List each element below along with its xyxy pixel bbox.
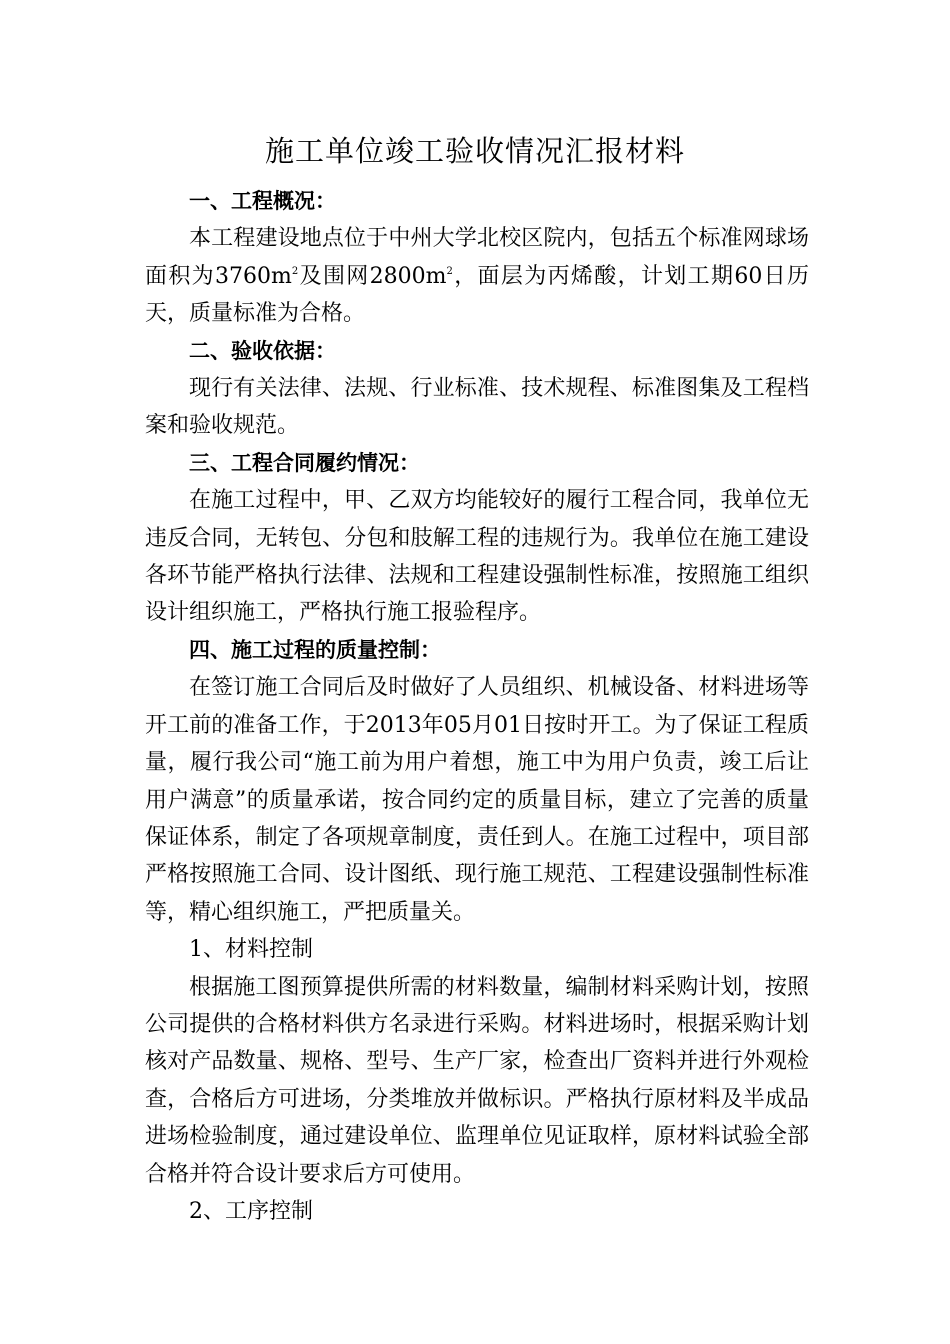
document-body (145, 183, 809, 1230)
superscript-2-a: 2 (291, 265, 299, 277)
subsection-2-heading: 2、工序控制 (189, 1198, 313, 1224)
section-4-paragraph: 在签订施工合同后及时做好了人员组织、机械设备、材料进场等开工前的准备工作，于2013年05月01日按时开工。为了保证工程质量，履行我公司“施工前为用户着想，施工中为用户负责，竣工后让用户满意”的质量承诺，按合同约定的质量目标，建立了完善的质量保证体系，制定了各项规章制度，责任到人。在施工过程中，项目部严格按照施工合同、设计图纸、现行施工规范、工程建设强制性标准等，精心组织施工，严把质量关。 (145, 675, 809, 925)
section-3-paragraph: 在施工过程中，甲、乙双方均能较好的履行工程合同，我单位无违反合同，无转包、分包和肢解工程的违规行为。我单位在施工建设各环节能严格执行法律、法规和工程建设强制性标准，按照施工组织设计组织施工，严格执行施工报验程序。 (145, 488, 809, 626)
superscript-2-b: 2 (446, 265, 453, 277)
section-1-heading: 一、工程概况： (189, 189, 336, 213)
subsection-1-paragraph: 根据施工图预算提供所需的材料数量，编制材料采购计划，按照公司提供的合格材料供方名录进行采购。材料进场时，根据采购计划核对产品数量、规格、型号、生产厂家，检查出厂资料并进行外观检查，合格后方可进场，分类堆放并做标识。严格执行原材料及半成品进场检验制度，通过建设单位、监理单位见证取样，原材料试验全部合格并符合设计要求后方可使用。 (145, 974, 809, 1187)
document-title: 施工单位竣工验收情况汇报材料 (264, 134, 685, 168)
section-1-text-c: ，面层为丙烯酸，计划工期60日历天，质量标准为合格。 (145, 263, 810, 327)
section-1-text-b: 及围网2800m (298, 263, 447, 289)
section-1-paragraph (145, 220, 809, 332)
section-4-heading: 四、施工过程的质量控制： (189, 637, 441, 662)
section-2-paragraph: 现行有关法律、法规、行业标准、技术规程、标准图集及工程档案和验收规范。 (145, 376, 809, 439)
section-3-heading: 三、工程合同履约情况： (189, 450, 420, 475)
section-2-heading: 二、验收依据： (189, 338, 336, 363)
section-1-text-a: 本工程建设地点位于中州大学北校区院内，包括五个标准网球场面积为3760m (145, 226, 809, 289)
subsection-1-heading: 1、材料控制 (189, 937, 313, 963)
